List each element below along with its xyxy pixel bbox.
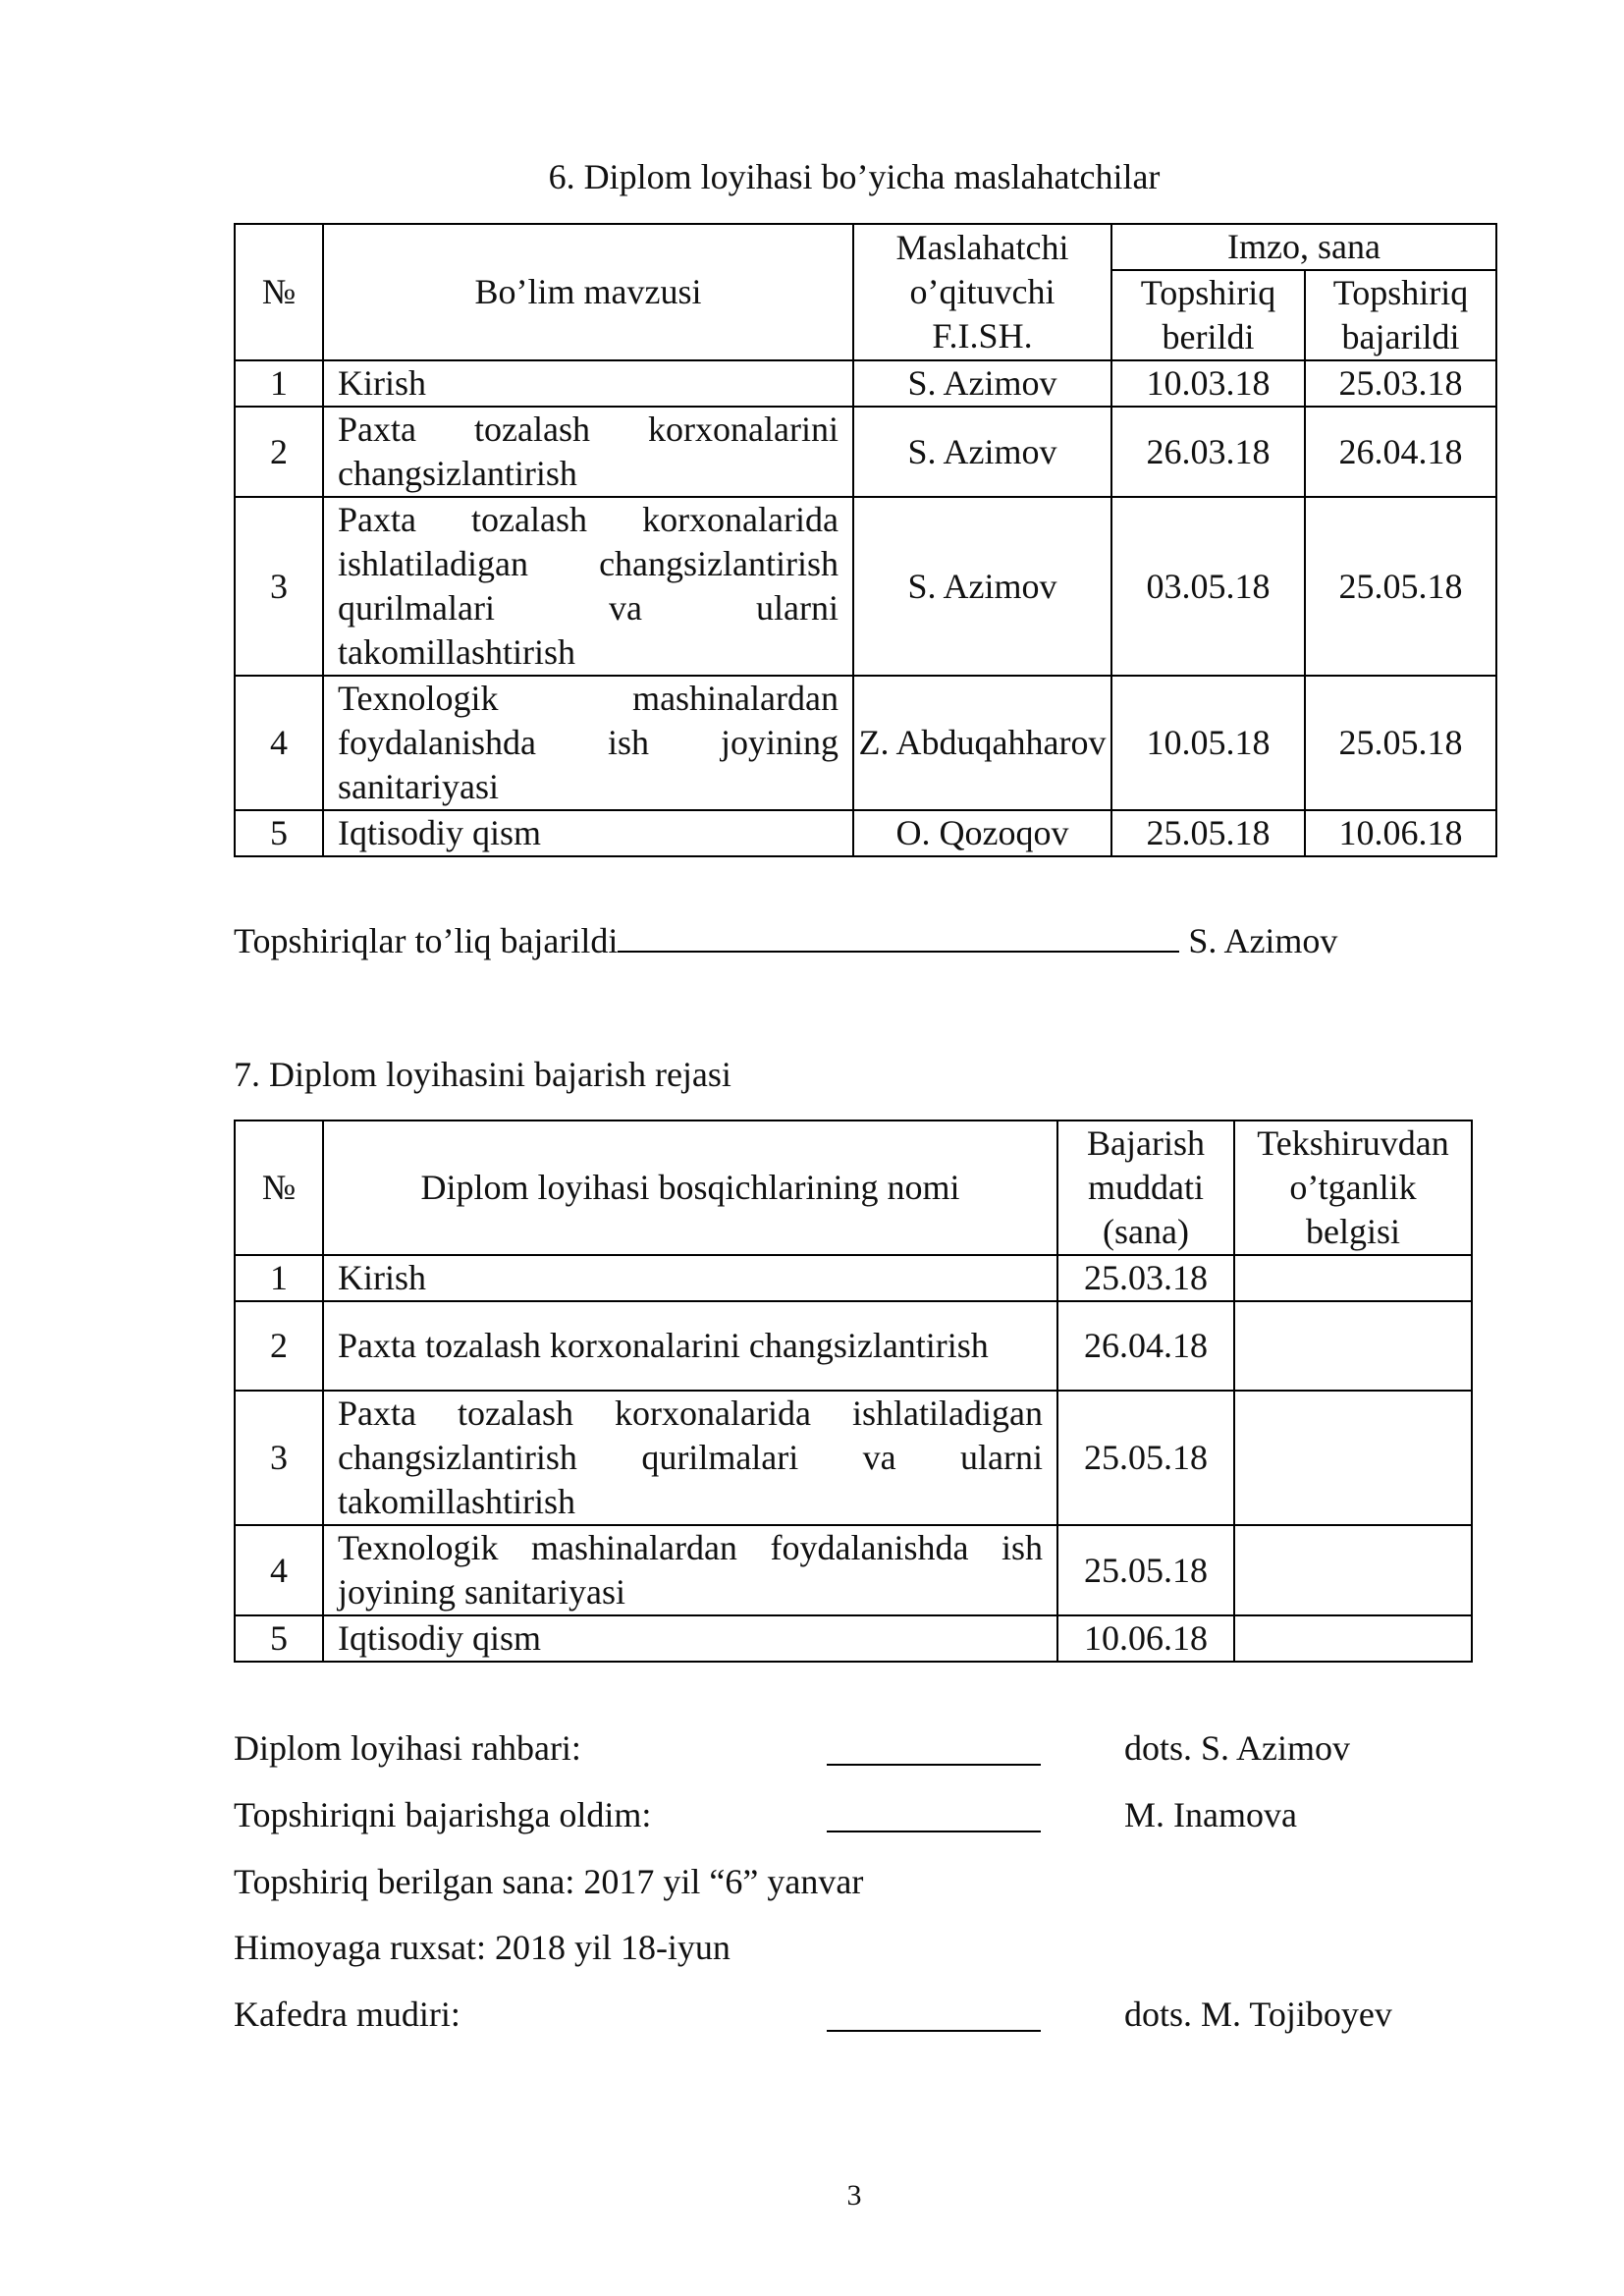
completion-signature-line [618,919,1179,953]
row-check [1234,1255,1472,1301]
header-deadline: Bajarish muddati (sana) [1057,1121,1234,1255]
accepted-label: Topshiriqni bajarishga oldim: [234,1795,652,1834]
defense-permission: Himoyaga ruxsat: 2018 yil 18-iyun [234,1928,731,1967]
table-row [235,1391,1472,1525]
header-check: Tekshiruvdan o’tganlik belgisi [1234,1121,1472,1255]
table-header-row [235,224,1496,270]
head-name: dots. M. Tojiboyev [1124,1995,1392,2034]
section-6-title: 6. Diplom loyihasi bo’yicha maslahatchilar [548,157,1161,196]
table-row [235,407,1496,497]
row-topic: Paxta tozalash korxonalarida ishlatiladigan changsizlantirish qurilmalari va ularni takomillashtirish [323,497,853,676]
plan-table [234,1120,1473,1663]
header-topic: Bo’lim mavzusi [323,224,853,360]
row-given-date: 10.03.18 [1111,360,1305,407]
row-stage: Paxta tozalash korxonalarida ishlatiladigan changsizlantirish qurilmalari va ularni takomillashtirish [323,1391,1057,1525]
row-topic: Iqtisodiy qism [323,810,853,856]
row-given-date: 03.05.18 [1111,497,1305,676]
row-deadline: 25.03.18 [1057,1255,1234,1301]
table-row [235,1525,1472,1615]
row-num: 3 [235,497,323,676]
head-label: Kafedra mudiri: [234,1995,460,2034]
row-done-date: 10.06.18 [1305,810,1496,856]
table-row [235,497,1496,676]
header-task-given: Topshiriq berildi [1111,270,1305,360]
row-deadline: 25.05.18 [1057,1391,1234,1525]
completion-label: Topshiriqlar to’liq bajarildi [234,921,619,960]
accepted-signature-line [827,1797,1041,1832]
row-num: 4 [235,676,323,810]
table-row [235,676,1496,810]
row-num: 1 [235,360,323,407]
row-num: 1 [235,1255,323,1301]
supervisor-signature-line [827,1730,1041,1766]
row-advisor: O. Qozoqov [853,810,1111,856]
row-topic: Texnologik mashinalardan foydalanishda ish joyining sanitariyasi [323,676,853,810]
row-done-date: 26.04.18 [1305,407,1496,497]
row-topic: Paxta tozalash korxonalarini changsizlantirish [323,407,853,497]
header-num: № [235,1121,323,1255]
row-done-date: 25.05.18 [1305,497,1496,676]
row-num: 2 [235,407,323,497]
table-row [235,810,1496,856]
row-num: 4 [235,1525,323,1615]
row-done-date: 25.03.18 [1305,360,1496,407]
header-task-done: Topshiriq bajarildi [1305,270,1496,360]
row-num: 5 [235,1615,323,1662]
header-sign-date: Imzo, sana [1111,224,1496,270]
section-7-title: 7. Diplom loyihasini bajarish rejasi [234,1055,731,1094]
row-stage: Kirish [323,1255,1057,1301]
row-given-date: 10.05.18 [1111,676,1305,810]
advisors-table [234,223,1497,857]
table-row [235,1255,1472,1301]
row-advisor: S. Azimov [853,497,1111,676]
completion-name: S. Azimov [1188,921,1338,960]
issue-date: Topshiriq berilgan sana: 2017 yil “6” yanvar [234,1862,864,1901]
row-num: 5 [235,810,323,856]
row-advisor: S. Azimov [853,407,1111,497]
supervisor-label: Diplom loyihasi rahbari: [234,1728,581,1768]
head-signature-line [827,1996,1041,2032]
row-check [1234,1615,1472,1662]
header-stage: Diplom loyihasi bosqichlarining nomi [323,1121,1057,1255]
completion-line [234,919,1337,962]
row-topic: Kirish [323,360,853,407]
supervisor-name: dots. S. Azimov [1124,1728,1351,1768]
row-stage: Paxta tozalash korxonalarini changsizlantirish [323,1301,1057,1391]
row-deadline: 26.04.18 [1057,1301,1234,1391]
row-advisor: S. Azimov [853,360,1111,407]
row-check [1234,1301,1472,1391]
table-row [235,1301,1472,1391]
table-row [235,1615,1472,1662]
row-check [1234,1391,1472,1525]
table-row [235,360,1496,407]
row-deadline: 10.06.18 [1057,1615,1234,1662]
accepted-name: M. Inamova [1124,1795,1297,1834]
row-done-date: 25.05.18 [1305,676,1496,810]
header-advisor: Maslahatchi o’qituvchi F.I.SH. [853,224,1111,360]
row-check [1234,1525,1472,1615]
row-num: 2 [235,1301,323,1391]
row-num: 3 [235,1391,323,1525]
row-given-date: 26.03.18 [1111,407,1305,497]
row-given-date: 25.05.18 [1111,810,1305,856]
row-advisor: Z. Abduqahharov [853,676,1111,810]
row-deadline: 25.05.18 [1057,1525,1234,1615]
table-header-row [235,1121,1472,1255]
header-num: № [235,224,323,360]
row-stage: Iqtisodiy qism [323,1615,1057,1662]
page-number: 3 [846,2179,862,2212]
row-stage: Texnologik mashinalardan foydalanishda ish joyining sanitariyasi [323,1525,1057,1615]
